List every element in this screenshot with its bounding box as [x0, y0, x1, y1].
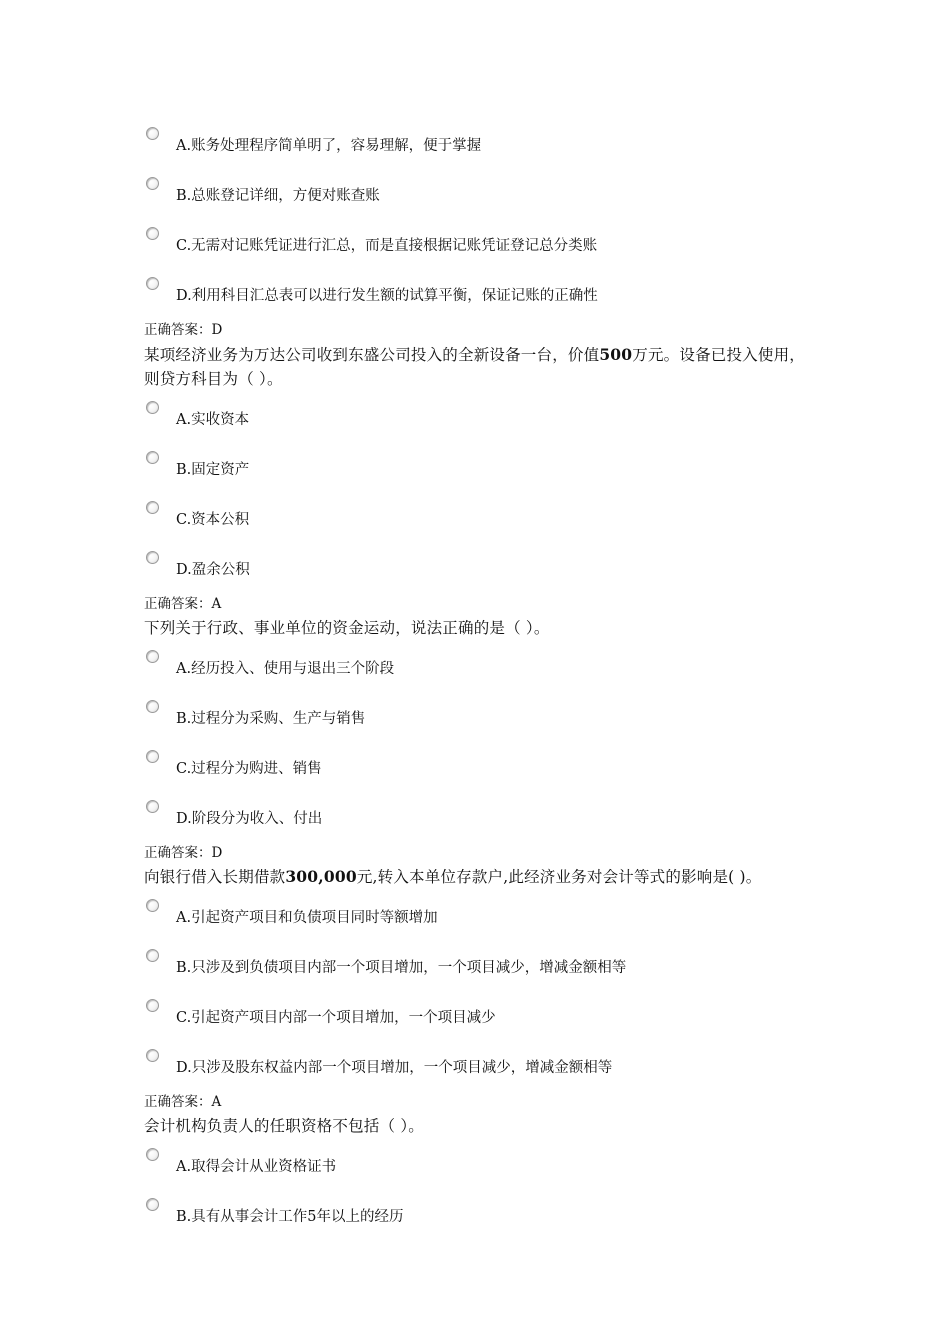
radio-button[interactable] [146, 999, 159, 1012]
radio-button[interactable] [146, 401, 159, 414]
correct-answer: 正确答案：D [144, 845, 223, 861]
option-a[interactable] [144, 899, 814, 949]
option-d[interactable] [144, 1049, 814, 1099]
option-a[interactable] [144, 1148, 814, 1198]
option-b[interactable] [144, 451, 814, 501]
option-label: D.阶段分为收入、付出 [176, 811, 323, 827]
radio-button[interactable] [146, 227, 159, 240]
option-label: B.总账登记详细，方便对账查账 [176, 188, 380, 204]
radio-button[interactable] [146, 899, 159, 912]
radio-button[interactable] [146, 1198, 159, 1211]
radio-button[interactable] [146, 650, 159, 663]
option-label: D.只涉及股东权益内部一个项目增加，一个项目减少，增减金额相等 [176, 1060, 613, 1076]
option-c[interactable] [144, 750, 814, 800]
option-c[interactable] [144, 227, 814, 277]
question-block-2 [144, 341, 814, 613]
radio-button[interactable] [146, 949, 159, 962]
radio-button[interactable] [146, 177, 159, 190]
option-a[interactable] [144, 127, 814, 177]
option-label: C.资本公积 [176, 512, 250, 528]
question-block-4 [144, 863, 814, 1111]
radio-button[interactable] [146, 750, 159, 763]
option-label: A.引起资产项目和负债项目同时等额增加 [176, 910, 438, 926]
radio-button[interactable] [146, 551, 159, 564]
option-d[interactable] [144, 277, 814, 327]
radio-button[interactable] [146, 800, 159, 813]
option-b[interactable] [144, 700, 814, 750]
option-d[interactable] [144, 551, 814, 601]
question-text: 某项经济业务为万达公司收到东盛公司投入的全新设备一台，价值500万元。设备已投入使用，则贷方科目为（ ）。 [144, 345, 805, 388]
correct-answer: 正确答案：A [144, 596, 222, 612]
option-label: B.具有从事会计工作5年以上的经历 [176, 1209, 404, 1225]
question-block-5 [144, 1112, 814, 1248]
option-label: B.过程分为采购、生产与销售 [176, 711, 366, 727]
question-block-3 [144, 614, 814, 862]
question-block-1 [144, 127, 814, 339]
option-b[interactable] [144, 949, 814, 999]
option-label: A.取得会计从业资格证书 [176, 1159, 337, 1175]
option-label: C.无需对记账凭证进行汇总，而是直接根据记账凭证登记总分类账 [176, 238, 598, 254]
radio-button[interactable] [146, 277, 159, 290]
option-d[interactable] [144, 800, 814, 850]
option-a[interactable] [144, 650, 814, 700]
option-label: C.引起资产项目内部一个项目增加，一个项目减少 [176, 1010, 496, 1026]
correct-answer: 正确答案：A [144, 1094, 222, 1110]
option-c[interactable] [144, 999, 814, 1049]
option-label: A.实收资本 [176, 412, 250, 428]
option-label: A.经历投入、使用与退出三个阶段 [176, 661, 395, 677]
option-label: D.利用科目汇总表可以进行发生额的试算平衡，保证记账的正确性 [176, 288, 598, 304]
radio-button[interactable] [146, 451, 159, 464]
option-a[interactable] [144, 401, 814, 451]
radio-button[interactable] [146, 1049, 159, 1062]
question-text: 会计机构负责人的任职资格不包括（ ）。 [144, 1117, 424, 1135]
option-b[interactable] [144, 177, 814, 227]
option-c[interactable] [144, 501, 814, 551]
option-b[interactable] [144, 1198, 814, 1248]
option-label: B.固定资产 [176, 462, 250, 478]
correct-answer: 正确答案：D [144, 322, 223, 338]
option-label: C.过程分为购进、销售 [176, 761, 322, 777]
question-text: 下列关于行政、事业单位的资金运动，说法正确的是（ ）。 [144, 619, 550, 637]
radio-button[interactable] [146, 1148, 159, 1161]
option-label: D.盈余公积 [176, 562, 250, 578]
option-label: B.只涉及到负债项目内部一个项目增加，一个项目减少，增减金额相等 [176, 960, 627, 976]
radio-button[interactable] [146, 127, 159, 140]
radio-button[interactable] [146, 700, 159, 713]
option-label: A.账务处理程序简单明了，容易理解，便于掌握 [176, 138, 482, 154]
question-text: 向银行借入长期借款300,000元,转入本单位存款户,此经济业务对会计等式的影响是( )。 [144, 867, 762, 886]
radio-button[interactable] [146, 501, 159, 514]
